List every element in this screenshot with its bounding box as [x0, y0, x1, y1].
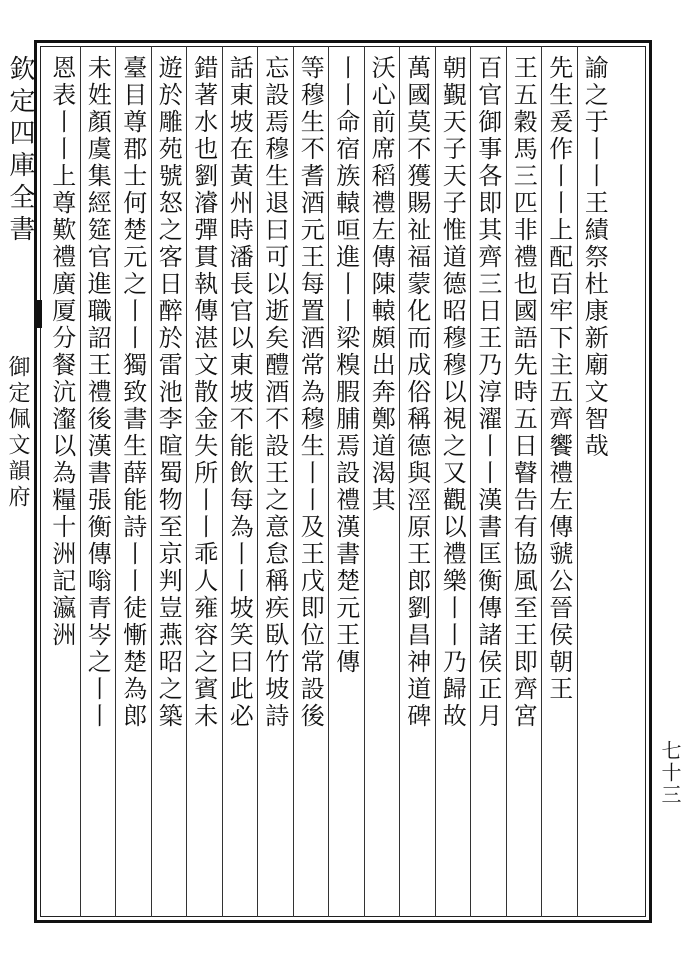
fish-tail-marker: [34, 300, 42, 328]
text-column: 百官御事各即其齊三日王乃淳濯丨丨漢書匡衡傳諸侯正月: [473, 55, 502, 730]
text-column: 沃心前席稻禮左傳陳轅頗出奔鄭道渴其: [367, 55, 396, 514]
volume-title: 御定佩文韻府: [5, 355, 30, 511]
text-column: 遊於雕苑號怒之客日醉於雷池李暄蜀物至京判豈燕昭之築: [154, 55, 183, 730]
text-column: 先生爰作丨丨上配百牢下主五齊饗禮左傳虢公晉侯朝王: [544, 55, 573, 703]
text-column: 萬國莫不獲賜祉福蒙化而成俗稱德與涇原王郎劉昌神道碑: [402, 55, 431, 730]
text-column: 王五穀馬三匹非禮也國語先時五日瞽告有協風至王即齊宮: [509, 55, 538, 730]
text-column: 未姓顏虞集經筵官進職詔王禮後漢書張衡傳嗡青岑之丨丨: [83, 55, 112, 730]
page-number: 七十三: [658, 740, 682, 806]
text-column: 等穆生不耆酒元王每置酒常為穆生丨丨及王戊即位常設後: [296, 55, 325, 730]
text-column: 諭之于丨丨王績祭杜康新廟文智哉: [580, 55, 609, 460]
book-title: 欽定四庫全書: [5, 55, 35, 247]
text-column: 丨丨命宿族轅咺進丨丨梁糗腵脯焉設禮漢書楚元王傳: [331, 55, 360, 676]
text-column: 錯著水也劉濬彈貫執傳湛文散金失所丨丨乖人雍容之賓未: [189, 55, 218, 730]
margin-column: [0, 55, 34, 917]
text-column: 忘設焉穆生退曰可以逝矣醴酒不設王之意怠稱疾臥竹坡詩: [260, 55, 289, 730]
text-column: 恩表丨丨上尊歎禮廣厦分餐沆瀣以為糧十洲記瀛洲: [47, 55, 76, 649]
text-column: 話東坡在黃州時潘長官以東坡不能飲每為丨丨坡笑曰此必: [225, 55, 254, 730]
text-column: 朝覲天子天子惟道德昭穆穆以視之又觀以禮樂丨丨乃歸故: [438, 55, 467, 730]
text-column: 臺目尊郡士何楚元之丨丨獨致書生薛能詩丨丨徒慚楚為郎: [118, 55, 147, 730]
